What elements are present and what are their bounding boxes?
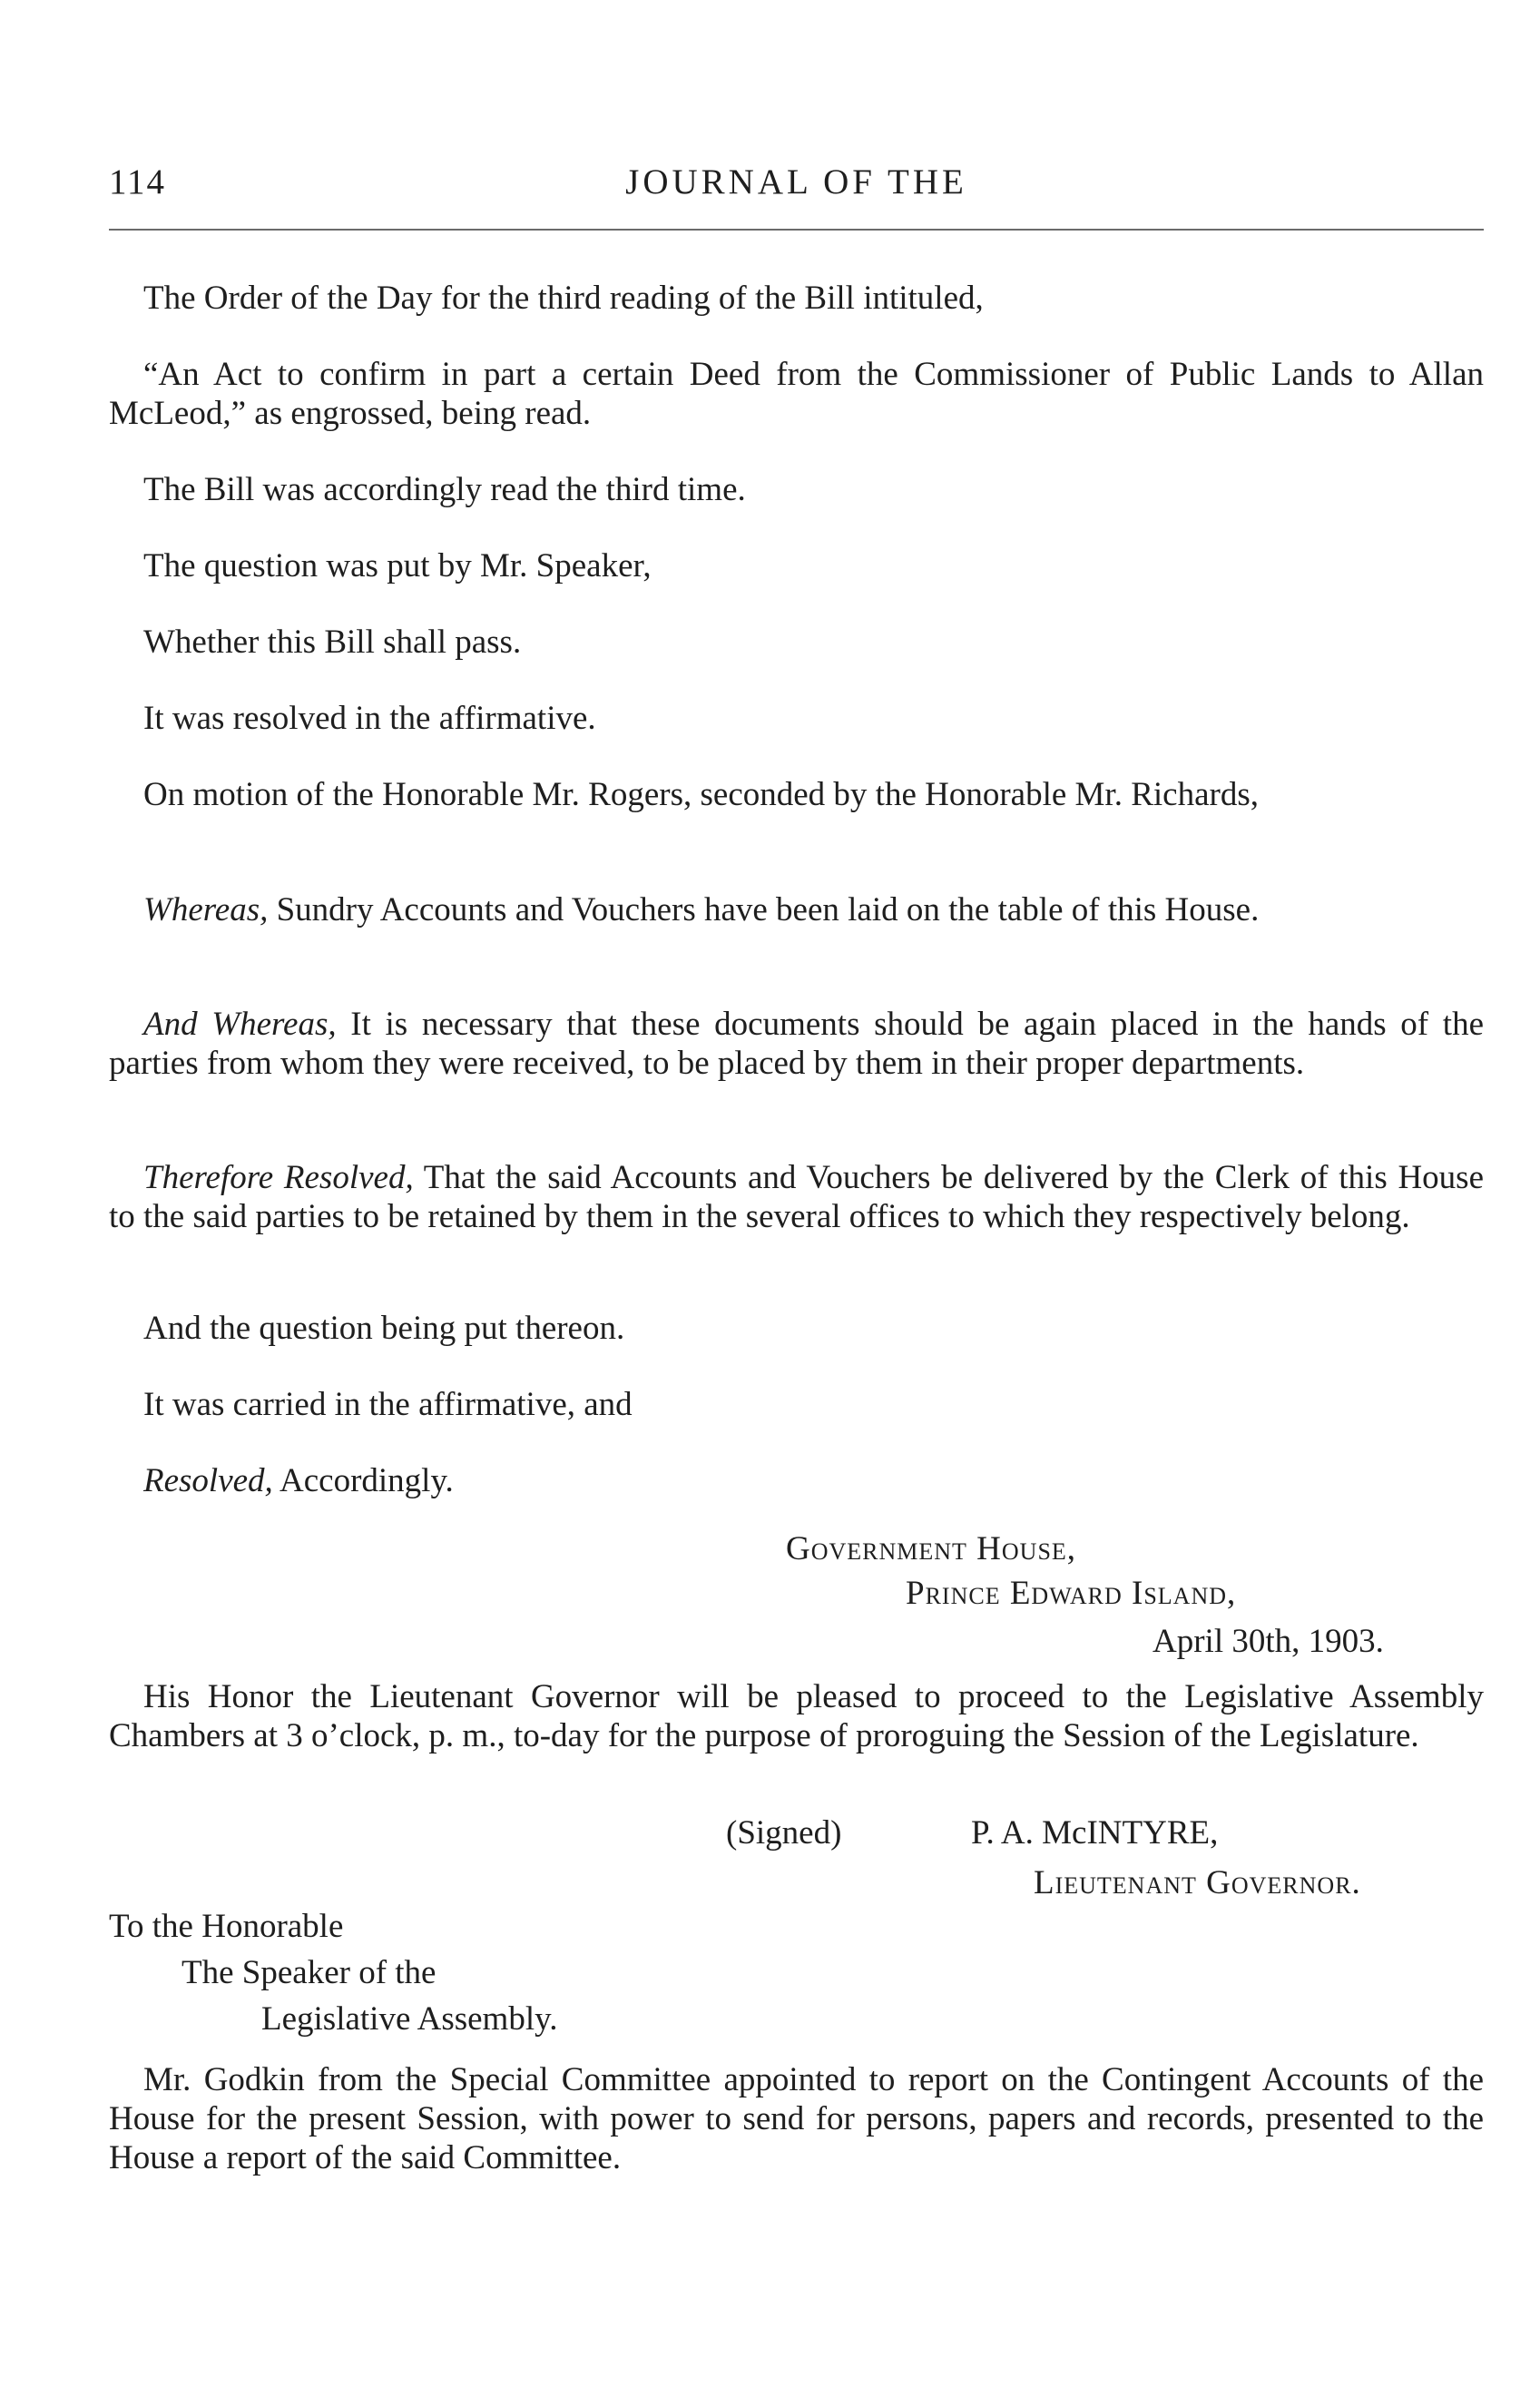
paragraph-question-put: The question was put by Mr. Speaker, <box>143 547 652 585</box>
address-line-3: Legislative Assembly. <box>261 2000 558 2038</box>
paragraph-and-whereas <box>109 1005 1484 1083</box>
address-line-1: To the Honorable <box>109 1908 344 1945</box>
paragraph-bill-title: “An Act to confirm in part a certain Deed from the Commissioner of Public Lands to Allan McLeod,” as engrossed, being read. <box>109 356 1484 432</box>
paragraph-third-reading: The Bill was accordingly read the third time. <box>143 471 746 508</box>
therefore-resolved-text: That the said Accounts and Vouchers be delivered by the Clerk of this House to the said parties to be retained by them in the several offices to which they respectively belong. <box>109 1159 1484 1235</box>
place-line-2: Prince Edward Island, <box>906 1575 1237 1612</box>
and-whereas-text: It is necessary that these documents should be again placed in the hands of the parties from whom they were received, to be placed by them in their proper departments. <box>109 1006 1484 1082</box>
resolved-lead: Resolved, <box>143 1462 273 1499</box>
whereas-text: Sundry Accounts and Vouchers have been laid on the table of this House. <box>268 891 1260 928</box>
whereas-lead: Whereas, <box>143 891 269 928</box>
message-date: April 30th, 1903. <box>1153 1623 1384 1660</box>
paragraph-lieutenant-governor-message: His Honor the Lieutenant Governor will be pleased to proceed to the Legislative Assembly Chambers at 3 o’clock, p. m., to-day for the purpose of proroguing the Session of the Legislature. <box>109 1678 1484 1754</box>
therefore-resolved-lead: Therefore Resolved, <box>143 1159 414 1196</box>
signatory-title: Lieutenant Governor. <box>1034 1864 1361 1901</box>
paragraph-special-committee: Mr. Godkin from the Special Committee appointed to report on the Contingent Accounts of the House for the present Session, with power to send for persons, papers and records, presented to the House a report of the said Committee. <box>109 2061 1484 2176</box>
paragraph-resolved-affirmative: It was resolved in the affirmative. <box>143 700 596 737</box>
page-number: 114 <box>109 162 167 201</box>
header-rule <box>109 229 1484 231</box>
resolved-text: Accordingly. <box>272 1462 454 1499</box>
paragraph-therefore-resolved <box>109 1158 1484 1236</box>
signatory-name: P. A. McINTYRE, <box>971 1814 1219 1852</box>
place-line-1: Government House, <box>786 1530 1077 1567</box>
address-line-2: The Speaker of the <box>181 1954 436 1991</box>
paragraph-carried: It was carried in the affirmative, and <box>143 1386 633 1423</box>
paragraph-whereas <box>109 890 1484 929</box>
paragraph-whether-pass: Whether this Bill shall pass. <box>143 624 522 661</box>
journal-title: JOURNAL OF THE <box>625 162 967 201</box>
signed-label: (Signed) <box>726 1814 842 1852</box>
paragraph-motion: On motion of the Honorable Mr. Rogers, seconded by the Honorable Mr. Richards, <box>143 776 1259 813</box>
paragraph-order-of-day: The Order of the Day for the third reading of the Bill intituled, <box>143 280 984 317</box>
running-header <box>109 162 1484 212</box>
paragraph-resolved-accordingly <box>109 1461 1484 1500</box>
paragraph-question-thereon: And the question being put thereon. <box>143 1310 625 1347</box>
and-whereas-lead: And Whereas, <box>143 1006 337 1043</box>
